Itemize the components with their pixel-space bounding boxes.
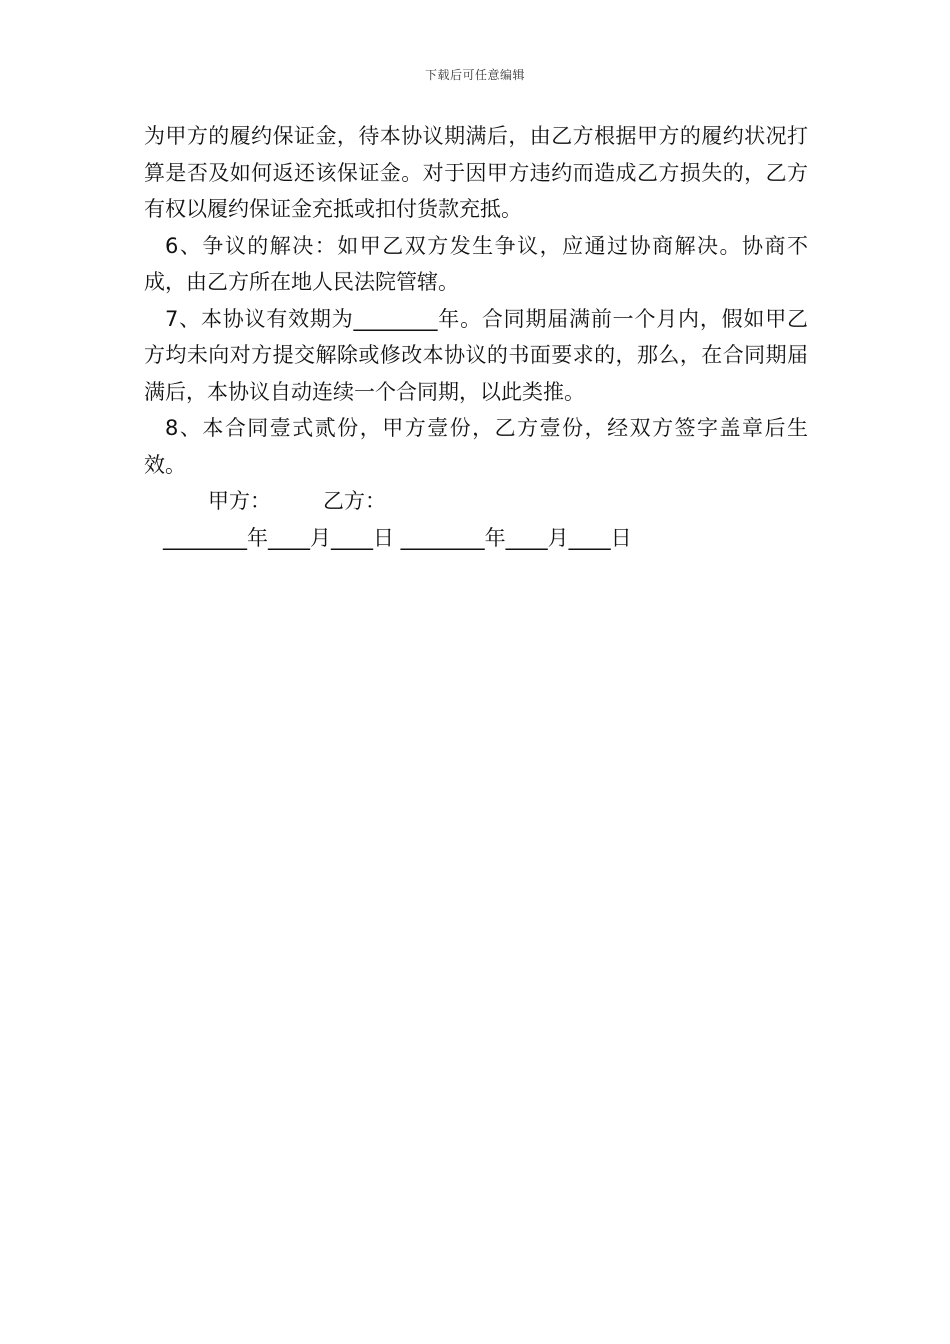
paragraph-copies: 8、本合同壹式贰份，甲方壹份，乙方壹份，经双方签字盖章后生效。 [144,416,808,477]
signature-row [144,483,808,520]
paragraph-dispute: 6、争议的解决：如甲乙双方发生争议，应通过协商解决。协商不成，由乙方所在地人民法院管辖。 [144,233,808,294]
party-a-label: 甲方： [208,489,271,513]
paragraph-validity: 7、本协议有效期为________年。合同期届满前一个月内，假如甲乙方均未向对方提交解除或修改本协议的书面要求的，那么，在合同期届满后，本协议自动连续一个合同期，以此类推。 [144,306,808,404]
party-b-label: 乙方： [323,489,386,513]
page-header-note: 下载后可任意编辑 [424,68,525,82]
document-body [144,118,808,556]
paragraph-deposit: 为甲方的履约保证金，待本协议期满后，由乙方根据甲方的履约状况打算是否及如何返还该保证金。对于因甲方违约而造成乙方损失的，乙方有权以履约保证金充抵或扣付货款充抵。 [144,124,808,221]
signature-date-line: ________年____月____日 ________年____月____日 [163,525,632,550]
